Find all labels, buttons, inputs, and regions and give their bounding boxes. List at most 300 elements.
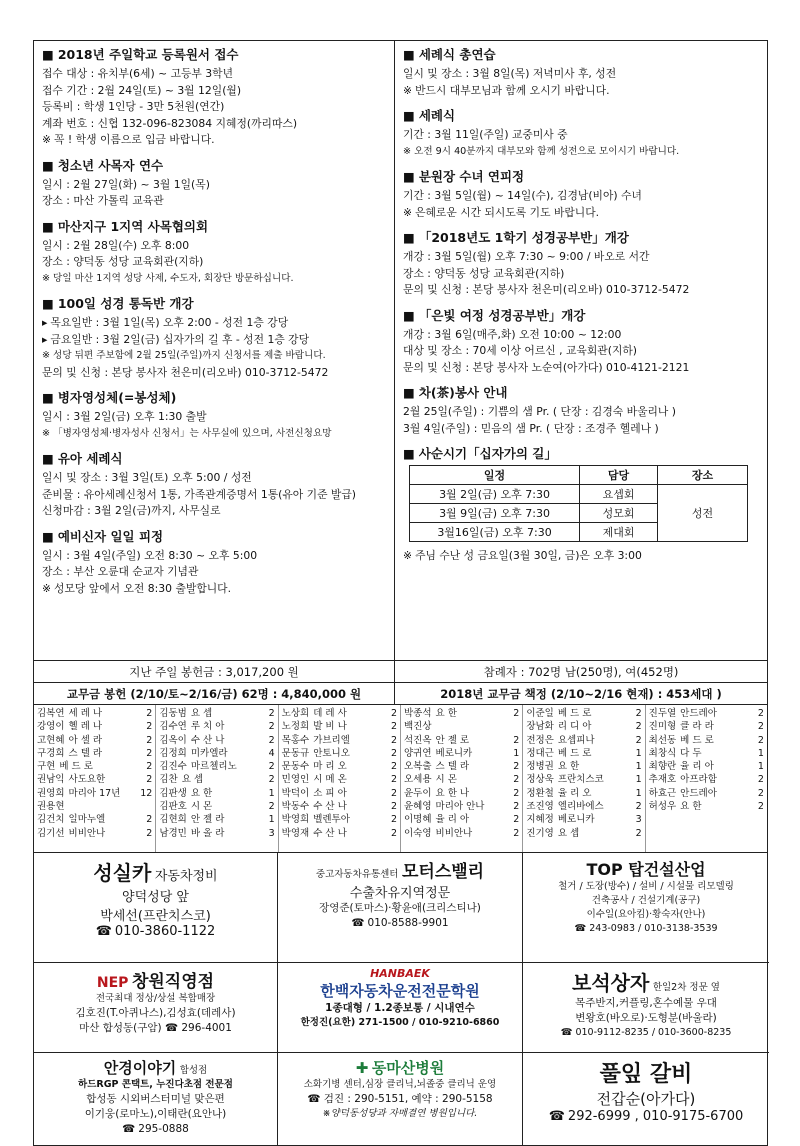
donor-name: 강영이 [37, 721, 65, 733]
donor-baptismal-name: 율 리 오 [557, 787, 592, 799]
donor-baptismal-name: 안 젤 로 [435, 734, 470, 746]
donor-name: 오복출 [403, 761, 432, 773]
donor-count: 2 [757, 787, 764, 799]
lent-date: 3월16일(금) 오후 7:30 [410, 523, 580, 542]
donor-name: 김동범 [159, 708, 187, 719]
hospital-cross-icon: ✚ [355, 1059, 369, 1077]
notice-line: 일시 및 장소 : 3월 8일(목) 저녁미사 후, 성전 [403, 67, 617, 80]
lent-group: 성모회 [580, 504, 658, 523]
notice-line: ※ 꼭 ! 학생 이름으로 입금 바랍니다. [42, 132, 388, 149]
donor-column [155, 705, 277, 852]
ad-motors-valley [278, 853, 523, 963]
notice-line: 준비물 : 유아세례신청서 1통, 가족관계증명서 1통(유아 기준 발급) [42, 487, 356, 501]
donor-entry [37, 720, 152, 733]
notice-section [42, 449, 388, 520]
donor-baptismal-name: 베로니카 [435, 747, 473, 759]
notice-line: 문의 및 신청 : 본당 봉사자 천은미(리오바) 010-3712-5472 [403, 283, 690, 296]
donor-column [645, 705, 767, 852]
donor-count: 2 [513, 801, 520, 813]
notice-line: 개강 : 3월 5일(월) 오후 7:30 ~ 9:00 / 바오로 서간 [403, 250, 650, 263]
notice-section [42, 294, 388, 381]
donor-name: 구경희 [37, 747, 65, 759]
ad-phone: ☎ 295-0888 [38, 1122, 273, 1137]
bulletin-frame [33, 40, 768, 1146]
donor-entry [159, 760, 274, 773]
ad-title: 창원직영점 [131, 972, 215, 992]
notice-section [42, 45, 388, 149]
notice-title: ■ 세례식 [403, 106, 761, 124]
donor-name: 권용현 [37, 801, 65, 813]
donor-count: 2 [635, 827, 642, 839]
donor-name: 하효근 [648, 787, 677, 799]
donor-name: 양귀연 [403, 747, 432, 759]
donor-name: 김옥이 [159, 734, 187, 746]
ad-pulip-galbi [523, 1053, 769, 1145]
donor-baptismal-name: 안드레아 [680, 787, 717, 799]
donor-baptismal-name [432, 720, 520, 733]
donor-name: 진미형 [648, 721, 677, 733]
donor-baptismal-name: 마 리 오 [313, 761, 347, 773]
notice-line: 일시 : 2월 27일(화) ~ 3월 1일(목) [42, 177, 210, 191]
donor-count: 1 [635, 747, 642, 759]
donor-list [34, 705, 767, 853]
donor-count: 2 [635, 721, 642, 733]
ad-line: 건축공사 / 건설기계(공구) [591, 895, 701, 906]
ad-hanbaek-driving [278, 963, 523, 1053]
notice-line: 장소 : 부산 오륜대 순교자 기념관 [42, 565, 199, 578]
donor-baptismal-name: 시 메 온 [313, 774, 347, 786]
donor-count: 2 [635, 708, 642, 719]
donor-baptismal-name: 안드레아 [680, 708, 717, 719]
donor-count: 2 [513, 814, 520, 826]
donor-name: 지혜정 [526, 814, 554, 826]
donor-entry [526, 773, 641, 786]
donor-count: 3 [268, 827, 275, 839]
donor-entry [37, 773, 152, 786]
donor-baptismal-name: 미카엘라 [190, 747, 228, 759]
ad-grid [34, 853, 767, 1145]
ad-title: 모터스밸리 [401, 862, 485, 882]
donor-name: 김기선 [37, 827, 65, 839]
attendance: 참례자 : 702명 남(250명), 여(452명) [483, 664, 679, 679]
notice-line: 2월 25일(주일) : 기쁨의 샘 Pr. ( 단장 : 김경숙 바울리나 ) [403, 405, 677, 418]
notice-line: 접수 대상 : 유치부(6세) ~ 고등부 3학년 [42, 67, 234, 80]
notice-title: ■ 예비신자 일일 피정 [42, 527, 388, 545]
ad-line: 양덕성당 앞 [122, 890, 189, 905]
donor-count: 1 [635, 761, 642, 773]
donor-entry [649, 747, 764, 760]
notice-line: 문의 및 신청 : 본당 봉사자 천은미(리오바) 010-3712-5472 [42, 365, 329, 379]
donor-name: 김찬 [159, 774, 178, 786]
donor-entry [526, 800, 641, 813]
household-count: 2018년 교무금 책정 (2/10~2/16 현재) : 453세대 ) [440, 686, 722, 701]
ad-subtitle: 합성점 [179, 1065, 208, 1076]
donor-entry [404, 813, 519, 826]
donor-count: 2 [757, 734, 764, 746]
donor-count: 2 [635, 734, 642, 746]
donor-name: 전정은 [526, 734, 554, 746]
donor-count: 2 [146, 734, 153, 746]
donor-name: 진기영 [526, 827, 554, 839]
donor-name: 민영인 [281, 774, 310, 786]
ad-jewel-box [523, 963, 769, 1053]
donor-baptismal-name: 안 젤 라 [190, 814, 225, 826]
donation-row [34, 683, 767, 705]
lent-group: 요셉회 [580, 485, 658, 504]
ad-subtitle: 자동차정비 [154, 869, 218, 884]
donor-entry [649, 707, 764, 720]
notice-line: ▸ 금요일반 : 3월 2일(금) 십자가의 길 후 - 성전 1층 강당 [42, 332, 388, 349]
ad-line: ☎ 검진 : 290-5151, 예약 : 290-5158 [307, 1093, 493, 1105]
notice-section [403, 383, 761, 437]
donor-count: 1 [513, 747, 520, 759]
ad-title: 안경이야기 [103, 1059, 177, 1077]
notice-line: 일시 및 장소 : 3월 3일(토) 오후 5:00 / 성전 [42, 471, 252, 484]
donor-count: 2 [513, 708, 520, 719]
donor-entry [159, 747, 274, 760]
notice-title: ■ 청소년 사목자 연수 [42, 156, 388, 174]
donor-baptismal-name: 요 셉 [190, 708, 213, 719]
donor-name: 최선동 [648, 734, 677, 746]
notice-columns [34, 41, 767, 661]
donor-count: 2 [268, 734, 275, 746]
ad-line: 한정진(요한) 271-1500 / 010-9210-6860 [300, 1017, 500, 1028]
notice-line: 기간 : 3월 5일(월) ~ 14일(수), 김경남(비아) 수녀 [403, 189, 642, 202]
notice-line: 등록비 : 학생 1인당 - 3만 5천원(연간) [42, 100, 225, 113]
donor-name: 김건치 [37, 814, 65, 826]
donor-entry [37, 813, 152, 826]
donor-count: 2 [757, 801, 764, 813]
donor-baptismal-name: 프란치스코 [557, 774, 604, 786]
ad-top-construction [523, 853, 769, 963]
ad-glasses-story [34, 1053, 278, 1145]
donor-count: 1 [635, 774, 642, 786]
lent-section [403, 444, 761, 565]
donor-entry [37, 800, 152, 813]
ad-title: 한백자동차운전전문학원 [320, 982, 480, 1000]
ad-phone: ☎ 243-0983 / 010-3138-3539 [527, 922, 765, 936]
donor-entry [159, 827, 274, 840]
notice-line: ※ 성모당 앞에서 오전 8:30 출발합니다. [42, 581, 388, 598]
donor-name: 이준일 [526, 708, 554, 719]
donor-count: 1 [268, 814, 275, 826]
donor-entry [404, 747, 519, 760]
notice-line: 장소 : 양덕동 성당 교육회관(지하) [42, 255, 204, 268]
notice-section [403, 167, 761, 221]
notice-line: 일시 : 2월 28일(수) 오후 8:00 [42, 238, 190, 252]
donor-entry [404, 734, 519, 747]
lent-title: ■ 사순시기「십자가의 길」 [403, 444, 761, 462]
donor-baptismal-name: 수 산 나 [190, 734, 225, 746]
notice-line: 장소 : 마산 가톨릭 교육관 [42, 194, 164, 207]
donor-name: 조진영 [526, 801, 554, 813]
donor-baptismal-name: 요 한 [190, 787, 213, 799]
ad-nep-changwon [34, 963, 278, 1053]
donor-baptismal-name: 루 치 아 [190, 721, 225, 733]
donor-name: 정상욱 [526, 774, 554, 786]
donor-entry [37, 787, 152, 800]
donor-count: 2 [146, 827, 153, 839]
donor-count: 2 [390, 827, 397, 839]
notice-title: ■ 병자영성체(=봉성체) [42, 388, 388, 406]
ad-seongsilka [34, 853, 278, 963]
donor-name: 구현 [37, 761, 56, 773]
donor-count: 2 [146, 814, 153, 826]
donor-count: 2 [268, 774, 275, 786]
donor-entry [526, 747, 641, 760]
notice-line: ※ 은혜로운 시간 되시도록 기도 바랍니다. [403, 205, 761, 222]
lent-date: 3월 2일(금) 오후 7:30 [410, 485, 580, 504]
donor-name: 노상희 [281, 708, 310, 719]
donor-entry [282, 707, 397, 720]
donor-entry [159, 734, 274, 747]
donor-name: 김정희 [159, 747, 187, 759]
donor-entry [282, 800, 397, 813]
ad-line: 전갑순(아가다) [596, 1090, 696, 1108]
ad-line: 이기웅(로마노),이태란(요안나) [84, 1108, 227, 1120]
ad-line: ※양덕동성당과 자매결연 병원입니다. [322, 1108, 478, 1119]
notice-section [403, 228, 761, 299]
donor-entry [282, 747, 397, 760]
donor-entry [37, 747, 152, 760]
donor-entry [282, 827, 397, 840]
donor-count: 2 [635, 801, 642, 813]
notice-title: ■ 차(茶)봉사 안내 [403, 383, 761, 401]
donor-baptismal-name: 소 피 아 [313, 787, 347, 799]
donor-count: 2 [390, 761, 397, 773]
donor-count: 2 [268, 721, 275, 733]
donor-baptismal-name: 요 한 나 [435, 787, 470, 799]
ad-line: 박세선(프란치스코) [100, 909, 211, 924]
lent-schedule-table [409, 465, 748, 542]
donor-name: 이명혜 [403, 814, 432, 826]
notice-line: 신청마감 : 3월 2일(금)까지, 사무실로 [42, 504, 221, 517]
ad-title: 동마산병원 [371, 1059, 445, 1077]
donor-entry [282, 760, 397, 773]
donor-name: 김판호 [159, 801, 187, 813]
donor-name: 고현혜 [37, 734, 65, 746]
ad-line: 합성동 시외버스터미널 맞은편 [86, 1093, 225, 1105]
notice-title: ■ 「은빛 여정 성경공부반」개강 [403, 306, 761, 324]
donor-baptismal-name: 리 디 아 [557, 721, 592, 733]
donor-entry [649, 760, 764, 773]
notice-title: ■ 세례식 총연습 [403, 45, 761, 63]
donor-count: 1 [757, 747, 764, 759]
donor-baptismal-name: 마르첼리노 [190, 761, 237, 773]
donor-baptismal-name: 엘리바에스 [557, 801, 604, 813]
donor-entry [526, 787, 641, 800]
lent-note: ※ 주님 수난 성 금요일(3월 30일, 금)은 오후 3:00 [403, 548, 761, 565]
lent-place: 성전 [658, 485, 748, 542]
donor-name: 문동수 [281, 761, 310, 773]
donor-name: 남경민 [159, 827, 187, 839]
notice-section [403, 106, 761, 160]
donor-baptismal-name: 베 드 로 [557, 708, 592, 719]
ad-subtitle: 한일2차 정문 옆 [652, 982, 720, 993]
donor-name: 문동규 [281, 747, 310, 759]
donor-entry [159, 720, 274, 733]
donor-entry [526, 707, 641, 720]
ad-line: 김호진(T.아퀴나스),김성효(데레사) [75, 1007, 236, 1019]
donor-count: 2 [146, 747, 153, 759]
donor-name: 이숙영 [403, 827, 432, 839]
donor-count: 2 [390, 734, 397, 746]
notice-title: ■ 분원장 수녀 연피정 [403, 167, 761, 185]
donor-baptismal-name [65, 800, 153, 813]
donor-count: 3 [635, 814, 642, 826]
donor-count: 2 [390, 801, 397, 813]
notice-section [42, 388, 388, 442]
notice-line: ※ 오전 9시 40분까지 대부모와 함께 성전으로 모이시기 바랍니다. [403, 144, 761, 161]
donor-baptismal-name: 율 리 아 [435, 814, 470, 826]
donor-count: 2 [757, 708, 764, 719]
donor-name: 석진옥 [403, 734, 432, 746]
donor-baptismal-name: 데 레 사 [313, 708, 347, 719]
donor-entry [404, 773, 519, 786]
donor-name: 백진상 [403, 721, 432, 733]
donor-baptismal-name: 비비안나 [435, 827, 473, 839]
donor-baptismal-name: 율 리 아 [680, 761, 714, 773]
notice-section [42, 217, 388, 288]
notice-line: 개강 : 3월 6일(매주,화) 오전 10:00 ~ 12:00 [403, 327, 622, 341]
donor-name: 김진수 [159, 761, 187, 773]
notice-title: ■ 100일 성경 통독반 개강 [42, 294, 388, 312]
donor-baptismal-name: 베 드 로 [59, 761, 93, 773]
ad-phone: ☎ 292-6999 , 010-9175-6700 [527, 1109, 765, 1124]
donor-count: 2 [513, 761, 520, 773]
donor-baptismal-name: 요 한 [680, 801, 702, 813]
donor-count: 1 [635, 787, 642, 799]
donor-name: 김수연 [159, 721, 187, 733]
hanbaek-logo: HANBAEK [370, 967, 430, 980]
donor-baptismal-name: 헬 레 나 [68, 721, 103, 733]
donor-count: 2 [268, 761, 275, 773]
donor-name: 윤혜영 [403, 801, 432, 813]
donor-count: 2 [146, 721, 153, 733]
donor-name: 박영희 [281, 814, 310, 826]
notice-line: ※ 반드시 대부모님과 함께 오시기 바랍니다. [403, 83, 761, 100]
donor-name: 박영재 [281, 827, 310, 839]
left-notice-column [34, 41, 395, 660]
donor-name: 정병권 [526, 761, 554, 773]
donor-count: 2 [146, 708, 153, 719]
notice-line: 계좌 번호 : 신협 132-096-823084 지혜정(까리따스) [42, 116, 298, 130]
notice-line: 일시 : 3월 2일(금) 오후 1:30 출발 [42, 410, 207, 423]
donor-baptismal-name: 안토니오 [313, 747, 350, 759]
right-notice-column [395, 41, 767, 660]
donor-baptismal-name: 스 텔 라 [68, 747, 103, 759]
donor-entry [159, 800, 274, 813]
donor-entry [282, 787, 397, 800]
donor-entry [526, 813, 641, 826]
donor-name: 김판생 [159, 787, 187, 799]
donor-count: 2 [268, 708, 275, 719]
donor-name: 박동수 [281, 801, 310, 813]
donor-name: 박종석 [403, 708, 432, 719]
donor-entry [37, 734, 152, 747]
donor-name: 진두열 [648, 708, 677, 719]
notice-line: ※ 「병자영성체·병자성사 신청서」는 사무실에 있으며, 사전신청요망 [42, 426, 388, 443]
notice-title: ■ 2018년 주일학교 등록원서 접수 [42, 45, 388, 63]
donor-count: 2 [390, 814, 397, 826]
donor-column [278, 705, 400, 852]
donor-count: 2 [268, 801, 275, 813]
donor-entry [159, 773, 274, 786]
donor-baptismal-name: 일마누엘 [68, 814, 106, 826]
ad-phone: ☎ 010-3860-1122 [38, 924, 273, 939]
donor-baptismal-name: 요셉피나 [557, 734, 595, 746]
donor-baptismal-name: 스 텔 라 [435, 761, 470, 773]
notice-title: ■ 유아 세례식 [42, 449, 388, 467]
donor-entry [37, 707, 152, 720]
donor-count: 2 [390, 774, 397, 786]
lent-header-group: 담당 [580, 466, 658, 485]
donor-entry [282, 813, 397, 826]
donor-name: 권남익 [37, 774, 65, 786]
donor-entry [526, 760, 641, 773]
ad-line: 소화기병 센터,심장 클리닉,뇌졸중 클리닉 운영 [303, 1079, 497, 1090]
donor-entry [282, 720, 397, 733]
donor-entry [649, 720, 764, 733]
donor-count: 2 [390, 708, 397, 719]
donor-count: 2 [513, 774, 520, 786]
ad-title: 성실카 [93, 861, 152, 885]
ad-line: 장영준(토마스)·황윤애(크리스티나) [319, 902, 481, 914]
ad-line: 수출차유지역정문 [349, 886, 451, 901]
donor-entry [159, 707, 274, 720]
donor-count: 2 [390, 747, 397, 759]
donor-name: 최창식 [648, 747, 677, 759]
notice-section [42, 156, 388, 210]
notice-title: ■ 마산지구 1지역 사목협의회 [42, 217, 388, 235]
donor-baptismal-name: 세 레 나 [68, 708, 103, 719]
donor-count: 2 [757, 721, 764, 733]
donor-column [522, 705, 644, 852]
notice-section [403, 306, 761, 377]
donor-count: 2 [513, 827, 520, 839]
notice-line: ※ 당일 마산 1지역 성당 사제, 수도자, 회장단 방문하십니다. [42, 271, 388, 288]
notice-line: ※ 성당 뒤편 주보함에 2월 25일(주일)까지 신청서를 제출 바랍니다. [42, 348, 388, 365]
donor-baptismal-name: 다 두 [680, 747, 702, 759]
lent-header-date: 일정 [410, 466, 580, 485]
donor-entry [649, 787, 764, 800]
ad-pretitle: 중고자동차유통센터 [315, 869, 399, 880]
donor-baptismal-name: 발 비 나 [313, 721, 347, 733]
donor-baptismal-name: 사도요한 [68, 774, 106, 786]
donor-count: 2 [146, 761, 153, 773]
donor-entry [404, 707, 519, 720]
donor-name: 노정희 [281, 721, 310, 733]
notice-line: 문의 및 신청 : 본당 봉사자 노순여(아가다) 010-4121-2121 [403, 360, 690, 374]
donor-entry [404, 760, 519, 773]
donor-entry [526, 827, 641, 840]
notice-line: 대상 및 장소 : 70세 이상 어르신 , 교육회관(지하) [403, 344, 638, 357]
ad-title: 풀잎 갈비 [599, 1061, 693, 1087]
donor-baptismal-name: 아 셀 라 [68, 734, 103, 746]
lent-date: 3월 9일(금) 오후 7:30 [410, 504, 580, 523]
ad-line: 이수일(요아킴)·황숙자(안나) [586, 909, 706, 920]
donor-baptismal-name: 베 드 로 [680, 734, 714, 746]
donor-baptismal-name: 베로니카 [557, 814, 595, 826]
donor-name: 최향란 [648, 761, 677, 773]
donor-baptismal-name: 벨렌투아 [313, 814, 350, 826]
donor-baptismal-name: 바 올 라 [190, 827, 225, 839]
donor-baptismal-name: 요 셉 [557, 827, 580, 839]
notice-line: 장소 : 양덕동 성당 교육회관(지하) [403, 266, 565, 280]
donor-name: 김현희 [159, 814, 187, 826]
lent-header-place: 장소 [658, 466, 748, 485]
donor-name: 목홍수 [281, 734, 310, 746]
